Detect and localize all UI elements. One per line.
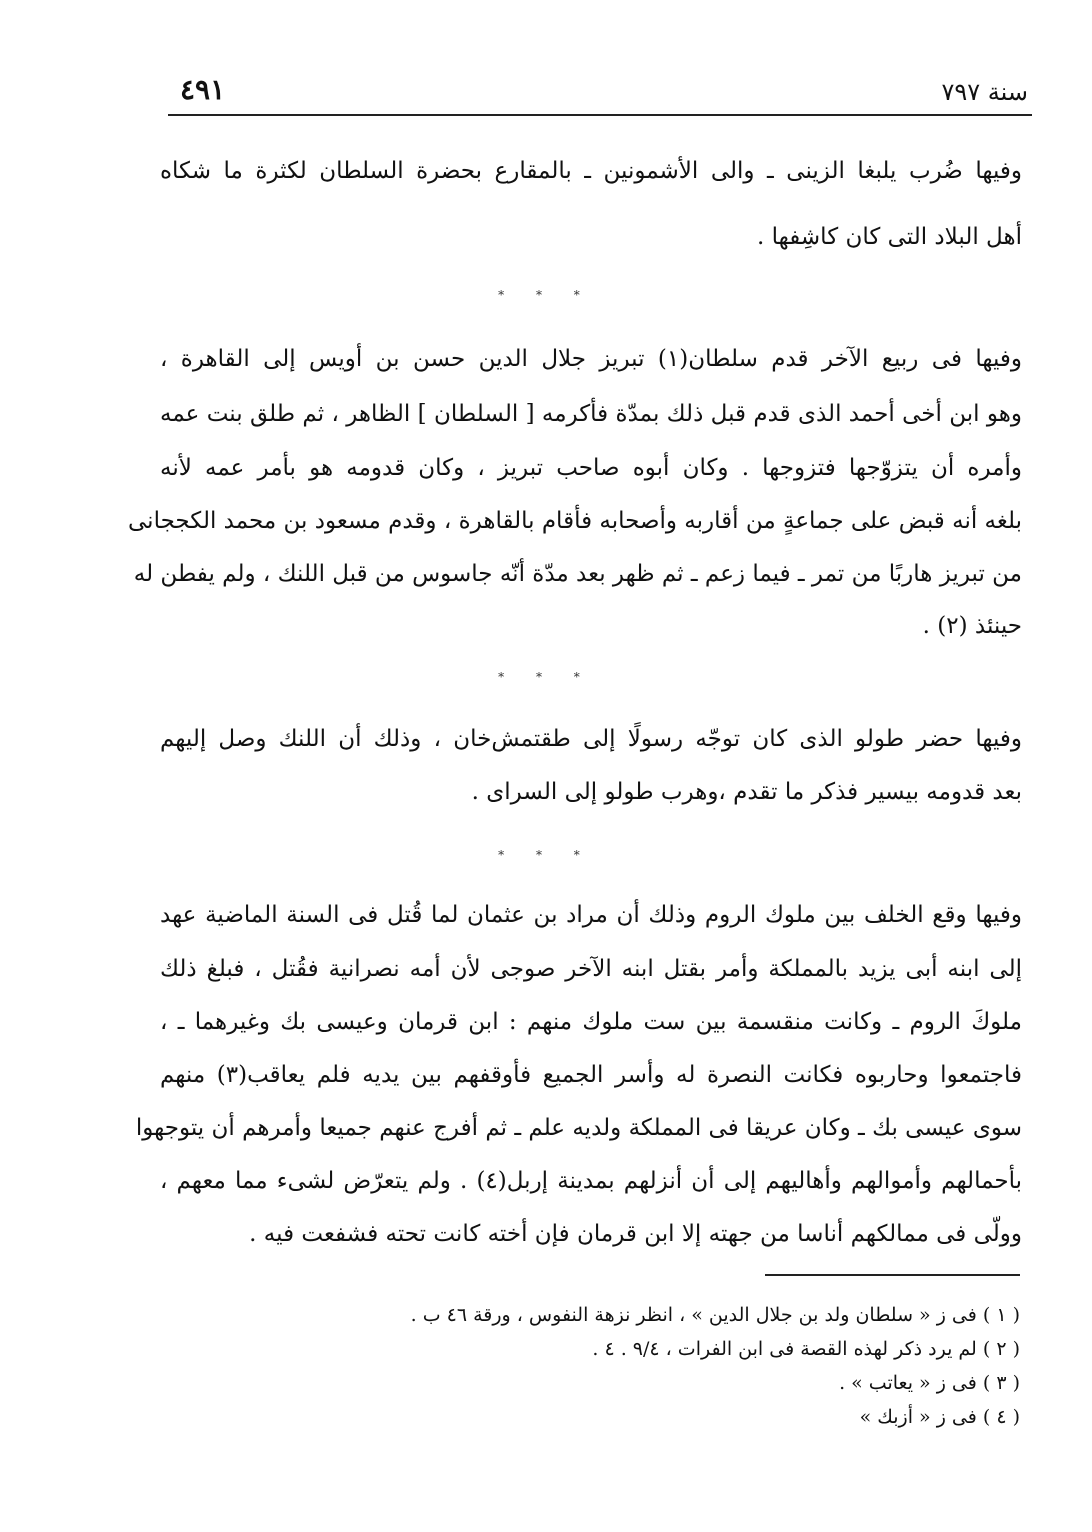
footnote-4: ( ٤ ) فى ز « أزبك » bbox=[859, 1406, 1020, 1428]
paragraph-4-line-4: فاجتمعوا وحاربوه فكانت النصرة له وأسر الجميع فأوقفهم بين يديه فلم يعاقب(٣) منهم bbox=[160, 1062, 1023, 1088]
paragraph-4-line-5: سوى عيسى بك ـ وكان عريقا فى المملكة ولديه علم ـ ثم أفرج عنهم جميعا وأمرهم أن يتوجهوا bbox=[135, 1115, 1022, 1141]
paragraph-2-line-4: بلغه أنه قبض على جماعةٍ من أقاربه وأصحابه فأقام بالقاهرة ، وقدم مسعود بن محمد الكججانى bbox=[128, 508, 1022, 534]
footnote-1: ( ١ ) فى ز « سلطان ولد بن جلال الدين » ، انظر نزهة النفوس ، ورقة ٤٦ ب . bbox=[410, 1304, 1020, 1326]
section-separator-1: * * * bbox=[498, 288, 594, 302]
paragraph-2-line-6: حينئذ (٢) . bbox=[922, 613, 1022, 639]
page-header bbox=[168, 70, 1032, 116]
paragraph-1-line-1: وفيها ضُرب يلبغا الزينى ـ والى الأشمونين ـ بالمقارع بحضرة السلطان لكثرة ما شكاه bbox=[160, 158, 1022, 184]
paragraph-2-line-5: من تبريز هاربًا من تمر ـ فيما زعم ـ ثم ظهر بعد مدّة أنّه جاسوس من قبل اللنك ، ولم يفطن له bbox=[133, 561, 1022, 587]
running-title: سنة ٧٩٧ bbox=[941, 78, 1028, 106]
section-separator-3: * * * bbox=[498, 848, 594, 862]
paragraph-3-line-2: بعد قدومه بيسير فذكر ما تقدم ،وهرب طولو إلى السراى . bbox=[471, 779, 1022, 805]
paragraph-1-line-2: أهل البلاد التى كان كاشِفها . bbox=[757, 224, 1022, 250]
paragraph-2-line-3: وأمره أن يتزوّجها فتزوجها . وكان أبوه صاحب تبريز ، وكان قدومه هو بأمر عمه لأنه bbox=[160, 455, 1022, 481]
paragraph-3-line-1: وفيها حضر طولو الذى كان توجّه رسولًا إلى طقتمش‌خان ، وذلك أن اللنك وصل إليهم bbox=[160, 726, 1022, 752]
paragraph-4-line-1: وفيها وقع الخلف بين ملوك الروم وذلك أن مراد بن عثمان لما قُتل فى السنة الماضية عهد bbox=[160, 902, 1022, 928]
footnote-2: ( ٢ ) لم يرد ذكر لهذه القصة فى ابن الفرات ، ٩/٤ . ٤ . bbox=[592, 1338, 1020, 1360]
paragraph-4-line-3: ملوكَ الروم ـ وكانت منقسمة بين ست ملوك منهم : ابن قرمان وعيسى بك وغيرهما ـ ، bbox=[160, 1009, 1022, 1035]
paragraph-4-line-2: إلى ابنه أبى يزيد بالمملكة وأمر بقتل ابنه الآخر صوجى لأن أمه نصرانية فقُتل ، فبلغ ذلك bbox=[160, 956, 1022, 982]
footnote-rule bbox=[765, 1274, 1020, 1276]
page-number: ٤٩١ bbox=[180, 73, 226, 106]
paragraph-2-line-1: وفيها فى ربيع الآخر قدم سلطان(١) تبريز جلال الدين حسن بن أويس إلى القاهرة ، bbox=[160, 346, 1022, 372]
paragraph-4-line-7: وولّى فى ممالكهم أناسا من جهته إلا ابن قرمان فإن أخته كانت تحته فشفعت فيه . bbox=[249, 1221, 1022, 1247]
section-separator-2: * * * bbox=[498, 670, 594, 684]
footnote-3: ( ٣ ) فى ز « يعاتب » . bbox=[839, 1372, 1020, 1394]
paragraph-2-line-2: وهو ابن أخى أحمد الذى قدم قبل ذلك بمدّة فأكرمه [ السلطان ] الظاهر ، ثم طلق بنت عمه bbox=[160, 401, 1022, 427]
paragraph-4-line-6: بأحمالهم وأموالهم وأهاليهم إلى أن أنزلهم بمدينة إربل(٤) . ولم يتعرّض لشىء مما معهم ، bbox=[160, 1168, 1022, 1194]
